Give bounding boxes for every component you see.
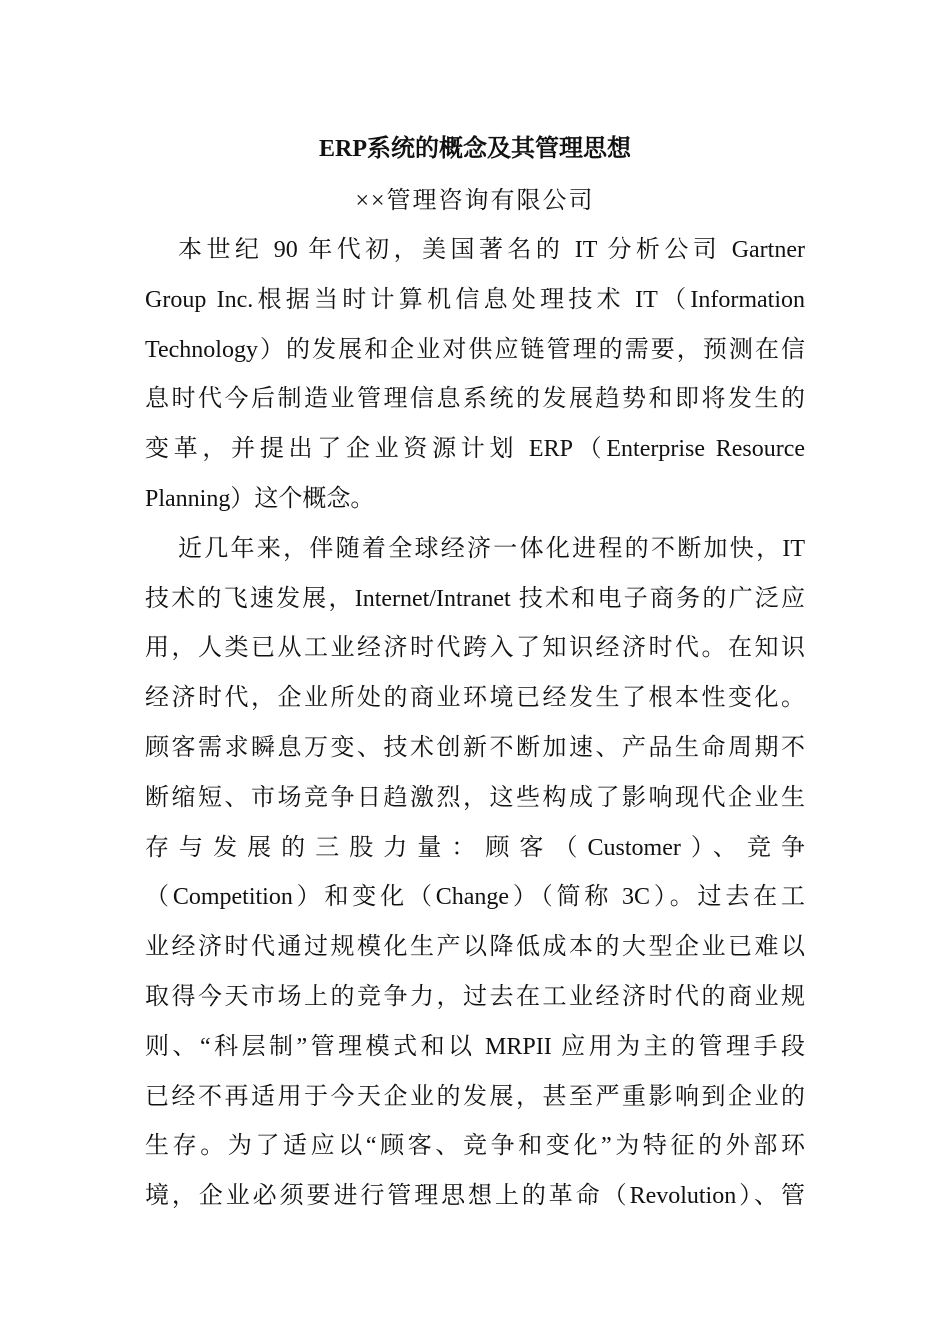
paragraph-line: Planning）这个概念。: [145, 485, 375, 512]
paragraph-line: 用，人类已从工业经济时代跨入了知识经济时代。在知识: [145, 635, 805, 662]
paragraph-line: 本世纪 90 年代初，美国著名的 IT 分析公司 Gartner: [178, 237, 805, 263]
paragraph-line: 断缩短、市场竞争日趋激烈，这些构成了影响现代企业生: [145, 784, 805, 811]
paragraph-line: 息时代今后制造业管理信息系统的发展趋势和即将发生的: [145, 386, 805, 413]
paragraph-line: 则、“科层制”管理模式和以 MRPII 应用为主的管理手段: [145, 1033, 805, 1060]
paragraph-line: 生存。为了适应以“顾客、竞争和变化”为特征的外部环: [145, 1133, 805, 1160]
document-title: ERP系统的概念及其管理思想: [319, 136, 631, 162]
document-body: [145, 226, 805, 1222]
document-author: ××管理咨询有限公司: [355, 188, 595, 214]
paragraph-line: 存与发展的三股力量：顾客（Customer）、竞争: [145, 834, 805, 861]
paragraph-line: 业经济时代通过规模化生产以降低成本的大型企业已难以: [145, 934, 805, 961]
paragraph-line: 经济时代，企业所处的商业环境已经发生了根本性变化。: [145, 685, 805, 712]
paragraph-1: [145, 226, 805, 525]
paragraph-line: 已经不再适用于今天企业的发展，甚至严重影响到企业的: [145, 1083, 805, 1110]
paragraph-2: [145, 525, 805, 1222]
paragraph-line: 取得今天市场上的竞争力，过去在工业经济时代的商业规: [145, 983, 805, 1010]
paragraph-line: 境，企业必须要进行管理思想上的革命（Revolution）、管: [145, 1183, 805, 1210]
paragraph-line: Technology）的发展和企业对供应链管理的需要，预测在信: [145, 336, 805, 363]
paragraph-line: （Competition）和变化（Change）（简称 3C）。过去在工: [145, 884, 805, 911]
paragraph-line: Group Inc.根据当时计算机信息处理技术 IT（Information: [145, 286, 805, 313]
paragraph-line: 变革，并提出了企业资源计划 ERP（Enterprise Resource: [145, 436, 805, 463]
paragraph-line: 近几年来，伴随着全球经济一体化进程的不断加快，IT: [178, 535, 805, 562]
paragraph-line: 顾客需求瞬息万变、技术创新不断加速、产品生命周期不: [145, 734, 805, 761]
paragraph-line: 技术的飞速发展，Internet/Intranet 技术和电子商务的广泛应: [145, 585, 805, 612]
